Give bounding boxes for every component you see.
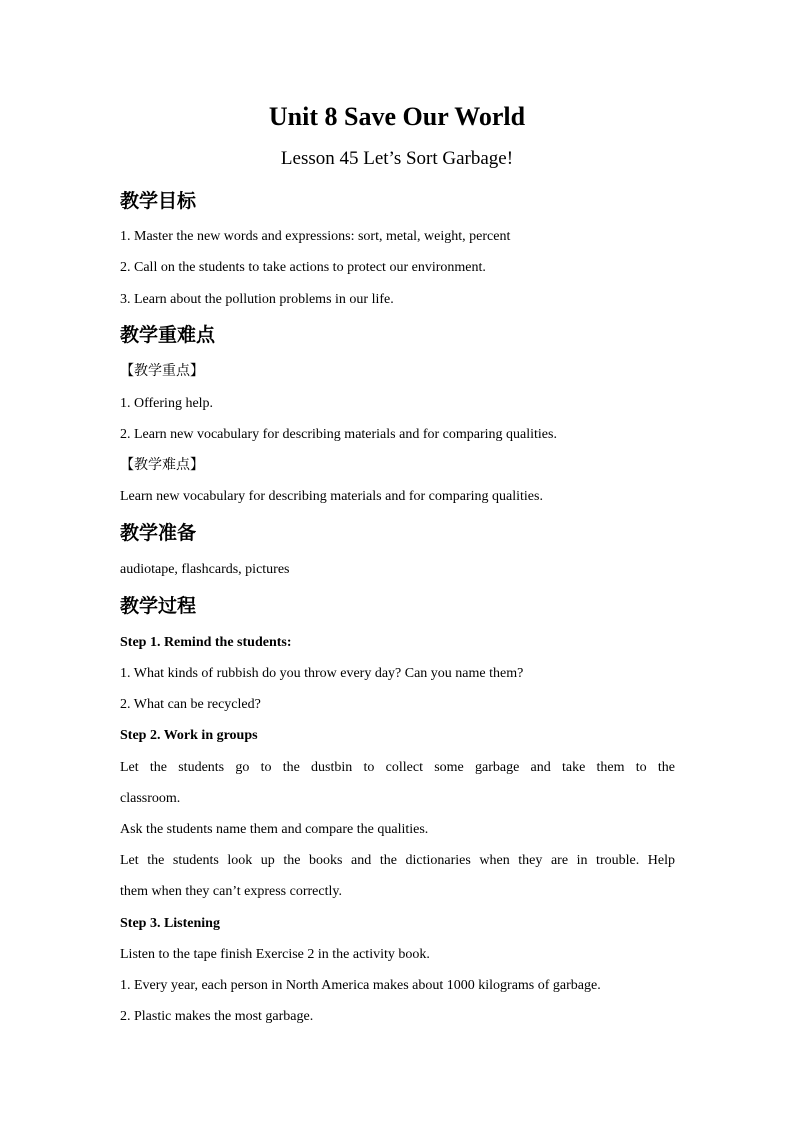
- step-1-item: 2. What can be recycled?: [120, 697, 261, 712]
- key-point-item: 1. Offering help.: [120, 396, 214, 411]
- lesson-subtitle: Lesson 45 Let’s Sort Garbage!: [280, 148, 514, 169]
- key-point-item: 2. Learn new vocabulary for describing materials and for comparing qualities.: [120, 427, 557, 442]
- objectives-heading: 教学目标: [120, 190, 197, 212]
- step-2-title: Step 2. Work in groups: [120, 728, 258, 743]
- step-3-intro: Listen to the tape finish Exercise 2 in the activity book.: [120, 947, 430, 962]
- difficult-point-text: Learn new vocabulary for describing materials and for comparing qualities.: [120, 489, 543, 504]
- difficult-points-label: 【教学难点】: [120, 457, 204, 473]
- objective-item: 1. Master the new words and expressions: sort, metal, weight, percent: [120, 229, 511, 244]
- step-2-paragraph: Ask the students name them and compare the qualities.: [120, 822, 429, 837]
- key-points-label: 【教学重点】: [120, 363, 204, 379]
- step-2-paragraph-line: classroom.: [120, 791, 181, 806]
- step-3-item: 1. Every year, each person in North America makes about 1000 kilograms of garbage.: [120, 978, 601, 993]
- step-2-paragraph-line: them when they can’t express correctly.: [120, 884, 342, 899]
- step-3-item: 2. Plastic makes the most garbage.: [120, 1009, 314, 1024]
- document-title: Unit 8 Save Our World: [268, 102, 526, 131]
- step-3-title: Step 3. Listening: [120, 916, 220, 931]
- objective-item: 2. Call on the students to take actions to protect our environment.: [120, 260, 486, 275]
- key-difficult-heading: 教学重难点: [120, 324, 216, 346]
- process-heading: 教学过程: [120, 595, 197, 617]
- preparation-heading: 教学准备: [120, 522, 197, 544]
- step-1-item: 1. What kinds of rubbish do you throw every day? Can you name them?: [120, 666, 524, 681]
- preparation-text: audiotape, flashcards, pictures: [120, 562, 290, 577]
- step-1-title: Step 1. Remind the students:: [120, 635, 292, 650]
- step-2-paragraph-line: Let the students go to the dustbin to collect some garbage and take them to the: [120, 760, 675, 775]
- objective-item: 3. Learn about the pollution problems in our life.: [120, 292, 394, 307]
- step-2-paragraph-line: Let the students look up the books and the dictionaries when they are in trouble. Help: [120, 853, 675, 868]
